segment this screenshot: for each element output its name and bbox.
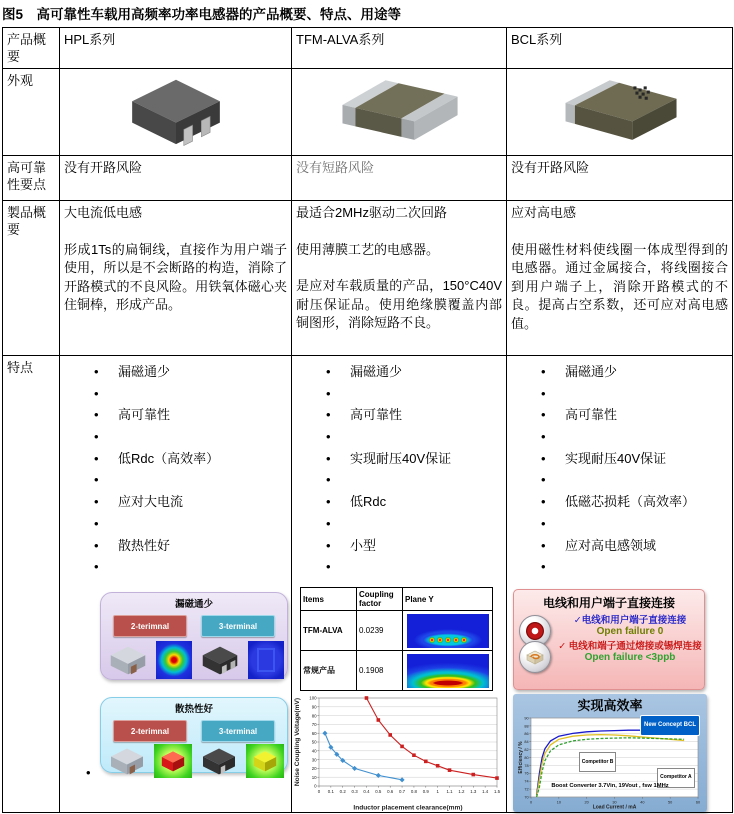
svg-text:0.7: 0.7 [399,788,406,794]
series-name-tfm-alva: TFM-ALVA系列 [292,28,507,69]
row-label-overview: 製品概要 [3,201,60,356]
appearance-row [3,69,733,156]
connection-item-2 [514,641,704,664]
two-terminal-label: 2-terimnal [113,615,187,637]
svg-text:0.8: 0.8 [410,788,417,794]
figure-caption: 散热性好 [174,704,213,715]
empty-bullet [64,515,287,537]
empty-bullet [64,471,287,493]
svg-text:82: 82 [524,748,529,753]
svg-text:90: 90 [524,716,529,721]
hpl-flux-leakage-figure [100,592,288,680]
empty-bullet [511,428,728,450]
figure-caption: 实现高效率 [577,698,643,713]
bcl-features-cell [507,356,733,813]
coupling-factor-value: 0.1908 [357,651,403,691]
plane-y-simulation [403,651,493,691]
svg-text:1.3: 1.3 [470,788,477,794]
connection-text: ✓电线和用户端子直接连接 [573,615,687,626]
noise-coupling-chart [293,692,503,811]
flux-heatmap-3terminal [248,641,284,679]
feature-item: • 实现耐压40V保证 [511,450,728,472]
bcl-product-photo-cell [507,69,733,156]
hpl-reliability-text: 没有开路风险 [60,156,292,201]
tfm-feature-list [296,363,502,580]
bcl-product-image [550,72,690,146]
tfm-reliability-text: 没有短路风险 [292,156,507,201]
svg-text:20: 20 [584,800,589,805]
svg-text:90: 90 [311,704,317,710]
feature-item: • 低Rdc [296,493,502,515]
svg-text:30: 30 [612,800,617,805]
efficiency-chart-area [518,714,702,810]
feature-item: • 应对大电流 [64,493,287,515]
svg-text:80: 80 [524,755,529,760]
overview-paragraph: 使用薄膜工艺的电感器。 [296,241,440,257]
svg-text:70: 70 [311,722,317,728]
figure-caption: 电线和用户端子直接连接 [542,596,675,610]
svg-text:1.5: 1.5 [493,788,501,794]
test-condition-note: Boost Converter 3.7Vin, 19Vout , fsw 1MHz [551,783,669,789]
product-comparison-table [2,27,733,813]
col-header-plane-y: Plane Y [403,588,493,611]
empty-bullet [64,558,287,580]
svg-text:40: 40 [640,800,645,805]
svg-text:40: 40 [311,748,317,754]
svg-text:86: 86 [524,732,529,737]
svg-text:1.1: 1.1 [446,788,453,794]
svg-text:0.1: 0.1 [327,788,334,794]
feature-item: • 漏磁通少 [64,363,287,385]
svg-text:Load Current / mA: Load Current / mA [592,804,637,811]
series-name-bcl: BCL系列 [507,28,733,69]
overview-paragraph: 使用磁性材料使线圈一体成型得到的电感器。通过金属接合，将线圈接合到用户端子上，消除开路模式的不良。提高占空系数，还可应对高电感值。 [511,241,728,331]
tfm-product-image [329,72,469,146]
row-label-reliability: 高可靠性要点 [3,156,60,201]
feature-item: • 高可靠性 [64,406,287,428]
hpl-overview-cell [60,201,292,356]
empty-bullet [296,471,502,493]
overview-heading: 应对高电感 [511,205,577,220]
svg-text:74: 74 [524,779,529,784]
field-heatmap [407,654,489,688]
hpl-features-cell [60,356,292,813]
header-row [3,28,733,69]
inductor-3terminal-image [197,642,243,678]
bcl-direct-connection-figure [513,589,705,690]
svg-text:Efficiency / %: Efficiency / % [518,741,524,774]
svg-text:78: 78 [524,763,529,768]
feature-item: • 实现耐压40V保证 [296,450,502,472]
svg-text:76: 76 [524,771,529,776]
reliability-row [3,156,733,201]
bcl-feature-list [511,363,728,580]
empty-bullet [511,385,728,407]
inductor-2terminal-image [105,642,151,678]
svg-text:0: 0 [529,800,533,805]
thermal-image-2terminal [154,744,192,778]
feature-item: • 高可靠性 [296,406,502,428]
tfm-overview-cell [292,201,507,356]
empty-bullet [296,558,502,580]
table-row [301,611,493,651]
feature-item: • 低Rdc（高效率） [64,450,287,472]
thermal-image-3terminal [246,744,284,778]
hpl-product-photo-cell [60,69,292,156]
overview-paragraph: 是应对车载质量的产品，150°C40V耐压保证品。使用绝缘膜覆盖内部铜图形，消除短路不良。 [296,278,502,330]
flux-heatmap-2terminal [156,641,192,679]
empty-bullet [64,428,287,450]
row-label-appearance: 外观 [3,69,60,156]
svg-text:1.2: 1.2 [458,788,465,794]
legend-new-concept-bcl: New Concept BCL [640,715,700,736]
svg-text:80: 80 [311,713,317,719]
connection-text: ✓ 电线和端子通过熔接或锡焊连接 [558,641,702,652]
two-terminal-label: 2-terimnal [113,720,187,742]
svg-text:10: 10 [311,774,317,780]
open-failure-value: Open failure 0 [596,626,664,637]
col-header-coupling-factor: Coupling factor [357,588,403,611]
inductor-3terminal-image [197,745,241,777]
svg-text:0.5: 0.5 [375,788,382,794]
svg-text:60: 60 [695,800,701,805]
item-name: 常规产品 [301,651,357,691]
feature-item: • 漏磁通少 [511,363,728,385]
bcl-reliability-text: 没有开路风险 [507,156,733,201]
overview-row [3,201,733,356]
row-label-features: 特点 [3,356,60,813]
bcl-efficiency-figure [513,694,707,812]
svg-text:0.6: 0.6 [387,788,394,794]
svg-text:0.9: 0.9 [422,788,429,794]
bullet-marker [86,764,91,781]
legend-competitor-b: Competitor B [579,752,617,772]
empty-bullet [511,558,728,580]
feature-item: • 高可靠性 [511,406,728,428]
svg-text:70: 70 [524,795,529,800]
series-name-hpl: HPL系列 [60,28,292,69]
coupling-factor-value: 0.0239 [357,611,403,651]
svg-text:Noise Coupling Voltage(mV): Noise Coupling Voltage(mV) [294,697,301,787]
empty-bullet [511,471,728,493]
empty-bullet [296,385,502,407]
svg-text:0.2: 0.2 [339,788,346,794]
tfm-product-photo-cell [292,69,507,156]
figure-caption: 漏磁通少 [174,599,213,610]
hpl-heat-dissipation-figure [100,697,288,773]
feature-item: • 散热性好 [64,537,287,559]
svg-text:20: 20 [311,766,317,772]
svg-text:72: 72 [524,787,529,792]
feature-item: • 小型 [296,537,502,559]
field-heatmap [407,614,489,648]
overview-paragraph: 形成1Ts的扁铜线，直接作为用户端子使用，所以是不会断路的构造，消除了开路模式的不良风险。用铁氧体磁心夹住铜棒，形成产品。 [64,241,287,312]
empty-bullet [296,428,502,450]
svg-text:84: 84 [524,740,529,745]
inductor-2terminal-image [105,745,149,777]
three-terminal-label: 3-terminal [201,615,275,637]
hpl-feature-list [64,363,287,580]
figure-title: 图5 高可靠性车载用高频率功率电感器的产品概要、特点、用途等 [2,7,402,22]
svg-text:0.3: 0.3 [351,788,358,794]
svg-text:10: 10 [556,800,561,805]
svg-text:50: 50 [668,800,673,805]
svg-text:Inductor placement clearance(m: Inductor placement clearance(mm) [353,804,463,812]
coupling-factor-table [300,587,493,691]
svg-text:50: 50 [311,739,317,745]
svg-text:100: 100 [309,695,317,701]
item-name: TFM-ALVA [301,611,357,651]
features-row [3,356,733,813]
feature-item: • 漏磁通少 [296,363,502,385]
svg-text:0.4: 0.4 [363,788,370,794]
col-header-items: Items [301,588,357,611]
feature-item: • 应对高电感领域 [511,537,728,559]
overview-heading: 最适合2MHz驱动二次回路 [296,205,447,220]
connection-item-1 [514,615,704,638]
feature-item: • 低磁芯损耗（高效率） [511,493,728,515]
bcl-overview-cell [507,201,733,356]
open-failure-value: Open failure <3ppb [584,652,676,663]
svg-text:0: 0 [314,783,317,789]
overview-heading: 大电流低电感 [64,205,143,220]
svg-text:60: 60 [311,730,317,736]
tfm-features-cell [292,356,507,813]
row-label-product-overview: 产品概要 [3,28,60,69]
table-row [301,651,493,691]
svg-text:88: 88 [524,724,529,729]
hpl-product-image [116,72,236,148]
svg-text:0: 0 [317,788,321,794]
svg-text:1: 1 [436,788,439,794]
legend-competitor-a: Competitor A [657,768,694,788]
three-terminal-label: 3-terminal [201,720,275,742]
svg-text:30: 30 [311,757,317,763]
welded-coil-icon [519,641,551,673]
empty-bullet [296,515,502,537]
plane-y-simulation [403,611,493,651]
empty-bullet [64,385,287,407]
svg-text:1.4: 1.4 [482,788,489,794]
empty-bullet [511,515,728,537]
